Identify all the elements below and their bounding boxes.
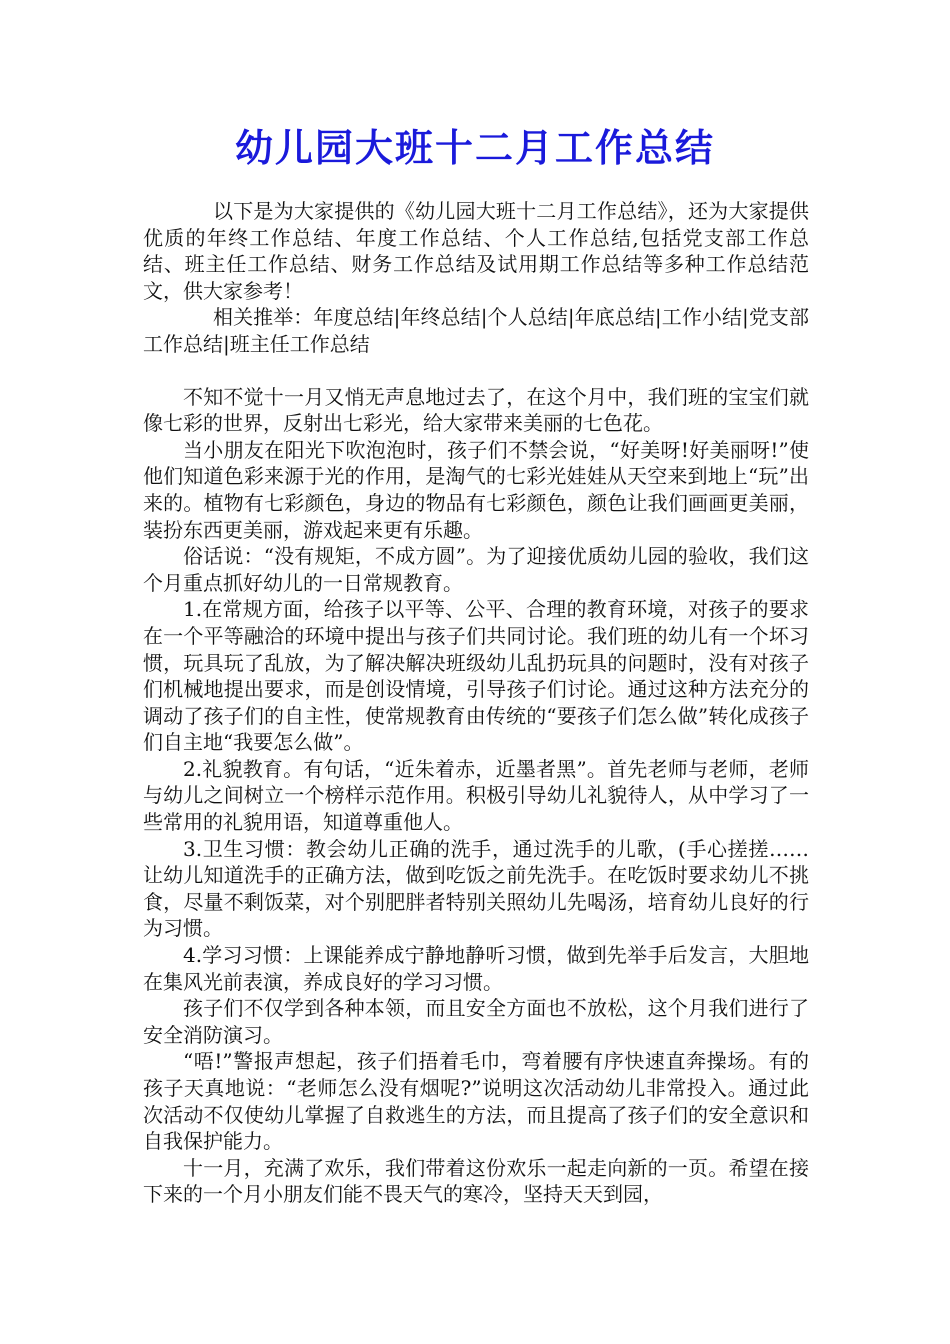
intro-paragraph: 以下是为大家提供的《幼儿园大班十二月工作总结》，还为大家提供优质的年终工作总结、年度工作总结、个人工作总结,包括党支部工作总结、班主任工作总结、财务工作总结及试用期工作总结等多种工作总结范文，供大家参考！ [143,199,809,303]
body-paragraph: 孩子们不仅学到各种本领，而且安全方面也不放松，这个月我们进行了安全消防演习。 [143,996,809,1047]
body-paragraph: 4.学习习惯：上课能养成宁静地静听习惯，做到先举手后发言，大胆地在集风光前表演，养成良好的学习习惯。 [143,943,809,994]
body-paragraph: 不知不觉十一月又悄无声息地过去了，在这个月中，我们班的宝宝们就像七彩的世界，反射出七彩光，给大家带来美丽的七色花。 [143,384,809,436]
section-spacer [143,358,809,384]
body-paragraph: 十一月，充满了欢乐，我们带着这份欢乐一起走向新的一页。希望在接下来的一个月小朋友们能不畏天气的寒冷，坚持天天到园， [143,1155,809,1207]
body-paragraph: 当小朋友在阳光下吹泡泡时，孩子们不禁会说，“好美呀!好美丽呀!”使他们知道色彩来源于光的作用，是淘气的七彩光娃娃从天空来到地上“玩”出来的。植物有七彩颜色，身边的物品有七彩颜色，颜色让我们画画更美丽，装扮东西更美丽，游戏起来更有乐趣。 [143,437,809,542]
body-paragraph: 2.礼貌教育。有句话，“近朱着赤，近墨者黑”。首先老师与老师，老师与幼儿之间树立一个榜样示范作用。积极引导幼儿礼貌待人，从中学习了一些常用的礼貌用语，知道尊重他人。 [143,756,809,835]
document-title: 幼儿园大班十二月工作总结 [234,125,715,170]
body-paragraph: 3.卫生习惯：教会幼儿正确的洗手，通过洗手的儿歌，(手心搓搓……让幼儿知道洗手的正确方法，做到吃饭之前先洗手。在吃饭时要求幼儿不挑食，尽量不剩饭菜，对个别肥胖者特别关照幼儿先喝汤，培育幼儿良好的行为习惯。 [143,836,809,941]
body-paragraph: “唔!”警报声想起，孩子们捂着毛巾，弯着腰有序快速直奔操场。有的孩子天真地说：“老师怎么没有烟呢?”说明这次活动幼儿非常投入。通过此次活动不仅使幼儿掌握了自救逃生的方法，而且提高了孩子们的安全意识和自我保护能力。 [143,1049,809,1154]
document-body [143,198,809,1208]
body-paragraph: 俗话说：“没有规矩，不成方圆”。为了迎接优质幼儿园的验收，我们这个月重点抓好幼儿的一日常规教育。 [143,544,809,595]
recommend-links[interactable]: 相关推举：年度总结|年终总结|个人总结|年底总结|工作小结|党支部工作总结|班主任工作总结 [143,305,809,356]
body-paragraph: 1.在常规方面，给孩子以平等、公平、合理的教育环境，对孩子的要求在一个平等融洽的环境中提出与孩子们共同讨论。我们班的幼儿有一个坏习惯，玩具玩了乱放，为了解决解决班级幼儿乱扔玩具的问题时，没有对孩子们机械地提出要求，而是创设情境，引导孩子们讨论。通过这种方法充分的调动了孩子们的自主性，使常规教育由传统的“要孩子们怎么做”转化成孩子们自主地“我要怎么做”。 [143,597,809,755]
intro-section [143,198,809,358]
